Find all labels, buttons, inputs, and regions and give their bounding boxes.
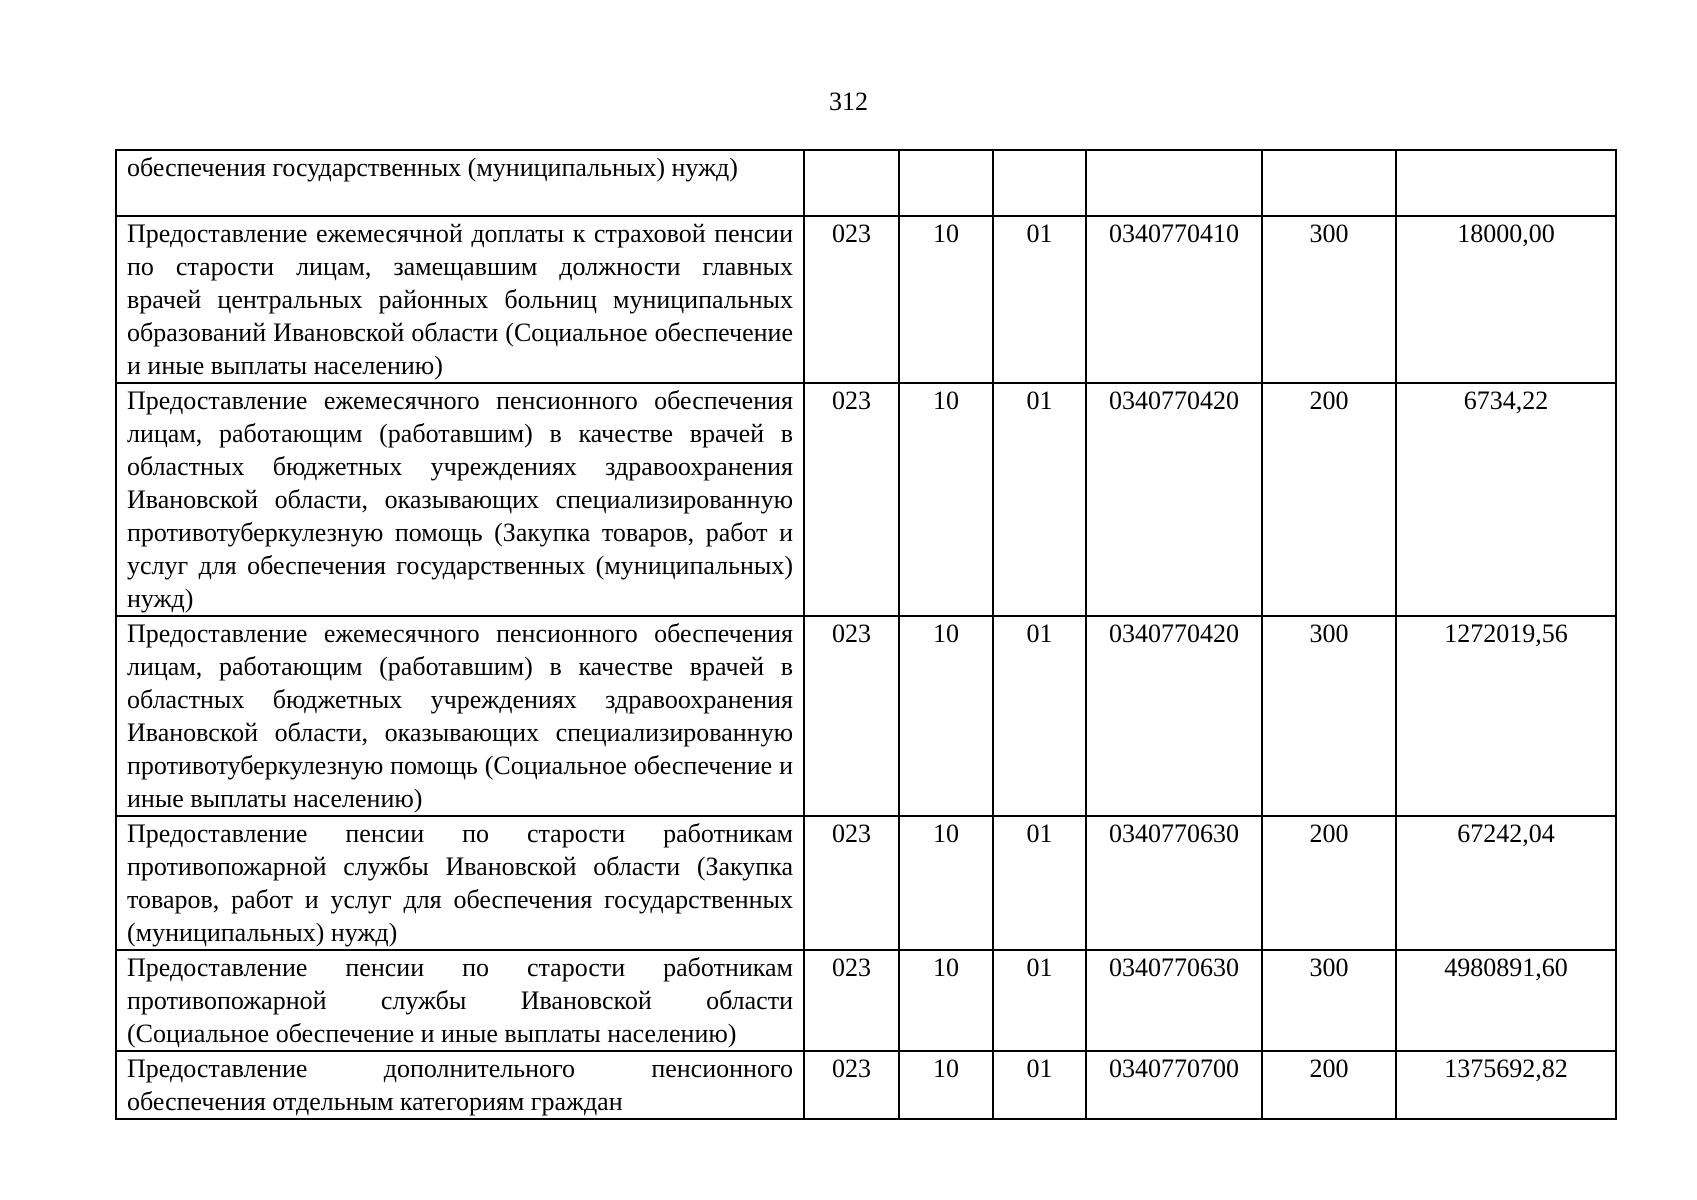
table-row (116, 816, 1616, 950)
row-amount: 6734,22 (1396, 383, 1616, 616)
row-rz-code: 10 (899, 216, 993, 383)
row-csr-code: 0340770630 (1086, 816, 1262, 950)
table-row (116, 150, 1616, 216)
row-pr-code: 01 (993, 616, 1086, 816)
row-description: Предоставление дополнительного пенсионного обеспечения отдельным категориям граждан (116, 1051, 804, 1119)
row-amount: 18000,00 (1396, 216, 1616, 383)
row-gr-code: 023 (804, 950, 899, 1051)
row-description: Предоставление пенсии по старости работникам противопожарной службы Ивановской области (Социальное обеспечение и иные выплаты населению) (116, 950, 804, 1051)
row-pr-code: 01 (993, 383, 1086, 616)
row-pr-code: 01 (993, 1051, 1086, 1119)
table-row (116, 383, 1616, 616)
row-vr-code (1262, 150, 1396, 216)
table-row (116, 216, 1616, 383)
row-amount: 67242,04 (1396, 816, 1616, 950)
row-gr-code: 023 (804, 816, 899, 950)
row-description: Предоставление пенсии по старости работникам противопожарной службы Ивановской области (Закупка товаров, работ и услуг для обеспечения государственных (муниципальных) нужд) (116, 816, 804, 950)
row-rz-code: 10 (899, 816, 993, 950)
row-rz-code: 10 (899, 383, 993, 616)
row-csr-code (1086, 150, 1262, 216)
row-rz-code: 10 (899, 950, 993, 1051)
row-description: обеспечения государственных (муниципальных) нужд) (116, 150, 804, 216)
row-pr-code: 01 (993, 216, 1086, 383)
row-csr-code: 0340770410 (1086, 216, 1262, 383)
row-pr-code: 01 (993, 950, 1086, 1051)
row-description: Предоставление ежемесячной доплаты к страховой пенсии по старости лицам, замещавшим должности главных врачей центральных районных больниц муниципальных образований Ивановской области (Социальное обеспечение и иные выплаты населению) (116, 216, 804, 383)
row-description: Предоставление ежемесячного пенсионного обеспечения лицам, работающим (работавшим) в качестве врачей в областных бюджетных учреждениях здравоохранения Ивановской области, оказывающих специализированную противотуберкулезную помощь (Социальное обеспечение и иные выплаты населению) (116, 616, 804, 816)
table-row (116, 950, 1616, 1051)
row-amount: 1272019,56 (1396, 616, 1616, 816)
row-gr-code: 023 (804, 216, 899, 383)
table-row (116, 1051, 1616, 1119)
row-amount: 4980891,60 (1396, 950, 1616, 1051)
row-gr-code: 023 (804, 616, 899, 816)
row-description: Предоставление ежемесячного пенсионного обеспечения лицам, работающим (работавшим) в качестве врачей в областных бюджетных учреждениях здравоохранения Ивановской области, оказывающих специализированную противотуберкулезную помощь (Закупка товаров, работ и услуг для обеспечения государственных (муниципальных) нужд) (116, 383, 804, 616)
row-pr-code: 01 (993, 816, 1086, 950)
row-gr-code: 023 (804, 1051, 899, 1119)
row-csr-code: 0340770700 (1086, 1051, 1262, 1119)
row-csr-code: 0340770420 (1086, 383, 1262, 616)
row-pr-code (993, 150, 1086, 216)
row-amount (1396, 150, 1616, 216)
row-csr-code: 0340770630 (1086, 950, 1262, 1051)
row-vr-code: 200 (1262, 816, 1396, 950)
row-rz-code (899, 150, 993, 216)
row-vr-code: 200 (1262, 383, 1396, 616)
row-rz-code: 10 (899, 1051, 993, 1119)
row-vr-code: 300 (1262, 616, 1396, 816)
budget-table (115, 149, 1617, 1120)
row-vr-code: 200 (1262, 1051, 1396, 1119)
row-vr-code: 300 (1262, 216, 1396, 383)
row-csr-code: 0340770420 (1086, 616, 1262, 816)
row-rz-code: 10 (899, 616, 993, 816)
table-row (116, 616, 1616, 816)
row-amount: 1375692,82 (1396, 1051, 1616, 1119)
row-vr-code: 300 (1262, 950, 1396, 1051)
page-number: 312 (829, 87, 868, 116)
row-gr-code: 023 (804, 383, 899, 616)
row-gr-code (804, 150, 899, 216)
